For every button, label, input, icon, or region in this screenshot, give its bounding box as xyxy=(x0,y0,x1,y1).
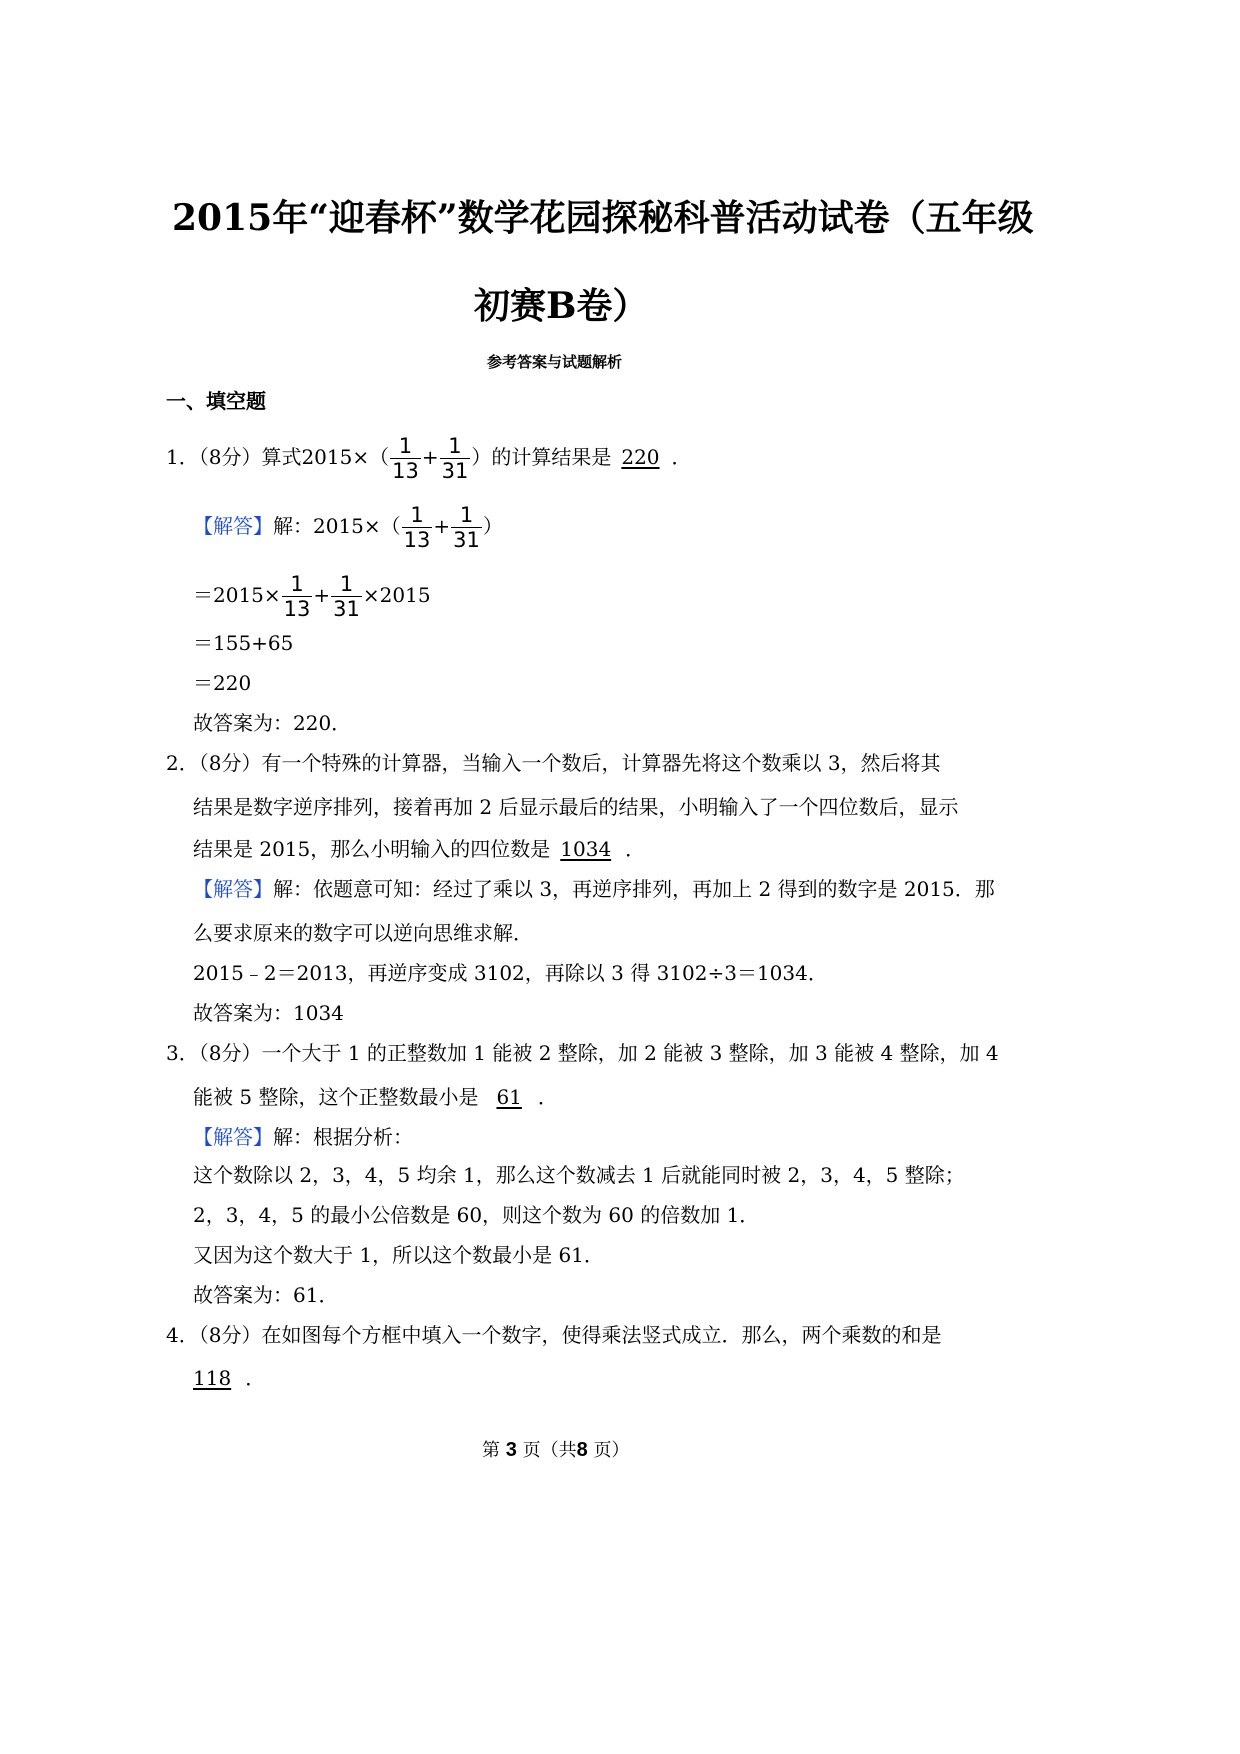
q3-solution-line2: 这个数除以 2，3，4，5 均余 1，那么这个数减去 1 后就能同时被 2，3，4，5 整除； xyxy=(193,1163,965,1187)
solution-tag: 【解答】 xyxy=(193,877,273,901)
q3-answer-blank: 61 xyxy=(496,1085,522,1109)
total-page-count: 8 xyxy=(576,1439,588,1461)
q3-solution-line3: 2，3，4，5 的最小公倍数是 60，则这个数为 60 的倍数加 1． xyxy=(193,1203,760,1227)
q4-question-line1: 4．（8分）在如图每个方框中填入一个数字，使得乘法竖式成立．那么，两个乘数的和是 xyxy=(166,1323,942,1347)
q1-answer-blank: 220 xyxy=(621,445,660,469)
fraction-1-31: $\frac{1}{31}$ xyxy=(453,503,480,552)
q4-question-line2: 118 ． xyxy=(193,1366,266,1390)
solution-tag: 【解答】 xyxy=(193,514,273,538)
q1-solution-line1: 【解答】解：2015×（ $\frac{1}{13}$ + $\frac{1}{31}$ ） xyxy=(193,503,503,552)
q1-conclusion: 故答案为：220． xyxy=(193,711,352,735)
q3-solution-line4: 又因为这个数大于 1，所以这个数最小是 61． xyxy=(193,1243,604,1267)
q2-question-line3: 结果是 2015，那么小明输入的四位数是 1034 ． xyxy=(193,837,646,861)
page-title-line2: 初赛B卷） xyxy=(474,285,649,327)
q1-question: 1．（8分）算式2015×（ $\frac{1}{13}$ + $\frac{1}{31}$ ）的计算结果是 220 ． xyxy=(166,434,692,483)
subtitle: 参考答案与试题解析 xyxy=(487,353,623,371)
q3-question-line1: 3．（8分）一个大于 1 的正整数加 1 能被 2 整除，加 2 能被 3 整除，加 3 能被 4 整除，加 4 xyxy=(166,1041,999,1065)
fraction-1-31: $\frac{1}{31}$ xyxy=(441,434,469,483)
q2-number: 2． xyxy=(166,751,199,775)
solution-tag: 【解答】 xyxy=(193,1125,273,1149)
q2-question-line2: 结果是数字逆序排列，接着再加 2 后显示最后的结果，小明输入了一个四位数后，显示 xyxy=(193,795,959,819)
section-heading: 一、填空题 xyxy=(166,389,266,413)
q2-solution-line2: 么要求原来的数字可以逆向思维求解． xyxy=(193,921,533,945)
q4-answer-blank: 118 xyxy=(193,1366,232,1390)
page-title-line1: 2015年“迎春杯”数学花园探秘科普活动试卷（五年级 xyxy=(172,197,1034,239)
q2-answer-blank: 1034 xyxy=(560,837,612,861)
q3-question-line2: 能被 5 整除，这个正整数最小是 61 ． xyxy=(193,1085,558,1109)
q1-solution-line4: ＝220 xyxy=(193,671,252,695)
page-footer: 第 3 页（共8 页） xyxy=(482,1439,630,1461)
q3-conclusion: 故答案为：61． xyxy=(193,1283,339,1307)
q2-conclusion: 故答案为：1034 xyxy=(193,1001,344,1025)
q3-number: 3． xyxy=(166,1041,199,1065)
q2-question-line1: 2．（8分）有一个特殊的计算器，当输入一个数后，计算器先将这个数乘以 3，然后将其 xyxy=(166,751,941,775)
fraction-1-13: $\frac{1}{13}$ xyxy=(283,572,311,621)
q1-solution-line3: ＝155+65 xyxy=(193,631,294,655)
q1-number: 1． xyxy=(166,445,199,469)
q2-solution-line1: 【解答】解：依题意可知：经过了乘以 3，再逆序排列，再加上 2 得到的数字是 2015．那 xyxy=(193,877,995,901)
q4-number: 4． xyxy=(166,1323,199,1347)
q1-solution-line2: ＝2015× $\frac{1}{13}$ + $\frac{1}{31}$ ×2015 xyxy=(193,572,431,621)
current-page-number: 3 xyxy=(505,1439,517,1461)
q2-solution-line3: 2015﹣2＝2013，再逆序变成 3102，再除以 3 得 3102÷3＝1034． xyxy=(193,961,828,985)
fraction-1-31: $\frac{1}{31}$ xyxy=(333,572,360,621)
q3-solution-line1: 【解答】解：根据分析： xyxy=(193,1125,413,1149)
fraction-1-13: $\frac{1}{13}$ xyxy=(392,434,419,483)
fraction-1-13: $\frac{1}{13}$ xyxy=(403,503,431,552)
